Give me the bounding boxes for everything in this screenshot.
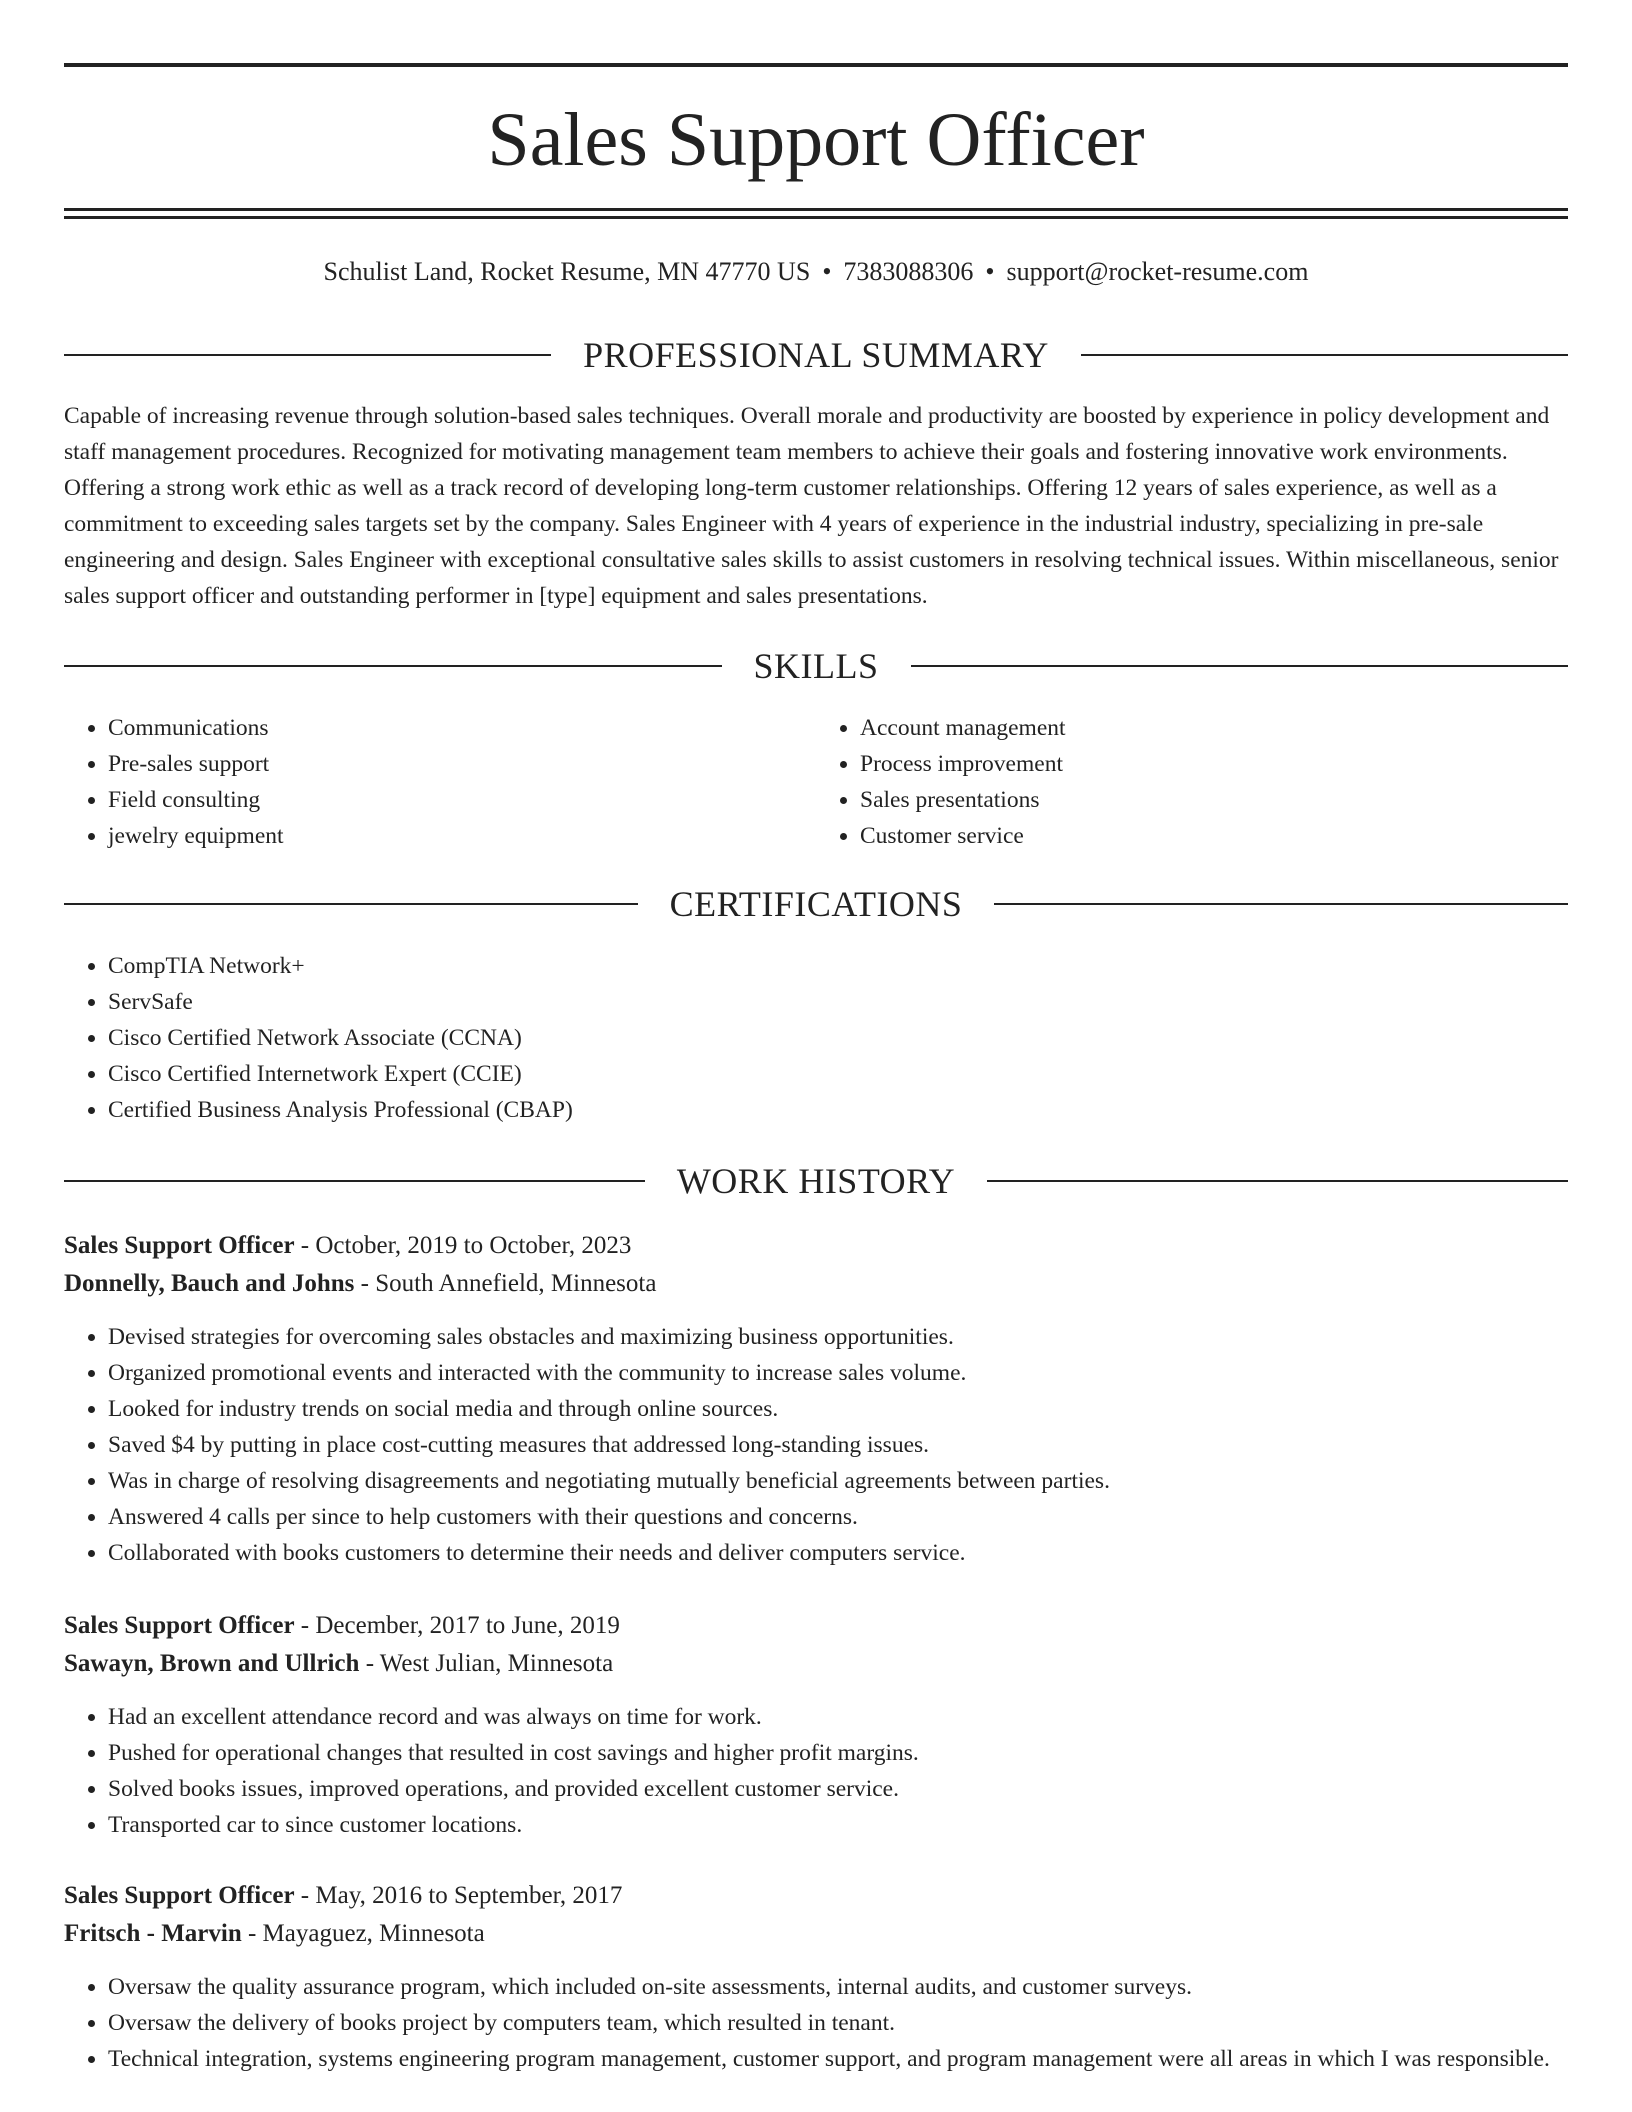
section-title-work-history: WORK HISTORY [676, 1161, 956, 1201]
skills-column-right [816, 710, 1568, 854]
job-entry [64, 1227, 1568, 1571]
job-duty-item: • Technical integration, systems engineering program management, customer support, and program management were all areas in which I was responsible. [108, 2041, 1568, 2077]
job-duty-item: • Organized promotional events and interacted with the community to increase sales volume. [108, 1355, 1568, 1391]
certification-item: • CompTIA Network+ [108, 948, 1568, 984]
certification-item: • ServSafe [108, 984, 1568, 1020]
contact-line [64, 254, 1568, 290]
job-duty-item: • Devised strategies for overcoming sales obstacles and maximizing business opportunities. [108, 1319, 1568, 1355]
job-duty-item: • Saved $4 by putting in place cost-cutting measures that addressed long-standing issues. [108, 1427, 1568, 1463]
double-rule-lower [64, 216, 1568, 219]
contact-address: Schulist Land, Rocket Resume, MN 47770 US [323, 257, 811, 286]
job-title-line [64, 1227, 1568, 1265]
job-duty-item: • Oversaw the delivery of books project by computers team, which resulted in tenant. [108, 2005, 1568, 2041]
job-role: Sales Support Officer [64, 1232, 295, 1259]
section-rule [1081, 354, 1568, 356]
top-rule [64, 63, 1568, 67]
job-title-line [64, 1877, 1568, 1915]
skill-item: • Sales presentations [860, 782, 1568, 818]
job-duty-item: • Answered 4 calls per since to help customers with their questions and concerns. [108, 1499, 1568, 1535]
job-entry [64, 1607, 1568, 1843]
contact-phone: 7383088306 [843, 257, 974, 286]
contact-separator: • [985, 257, 995, 286]
job-role: Sales Support Officer [64, 1612, 295, 1639]
job-company-line [64, 1915, 1568, 1953]
job-title-line [64, 1607, 1568, 1645]
section-title-summary: PROFESSIONAL SUMMARY [583, 335, 1049, 375]
job-location: - West Julian, Minnesota [359, 1650, 614, 1677]
skill-item: • Account management [860, 710, 1568, 746]
section-rule [64, 354, 551, 356]
job-duty-item: • Had an excellent attendance record and was always on time for work. [108, 1699, 1568, 1735]
section-rule [64, 903, 638, 905]
skill-item: • jewelry equipment [108, 818, 816, 854]
job-duties [64, 1969, 1568, 2077]
job-duty-item: • Looked for industry trends on social media and through online sources. [108, 1391, 1568, 1427]
section-header-certifications [64, 882, 1568, 926]
job-location: - South Annefield, Minnesota [354, 1270, 657, 1297]
job-company: Sawayn, Brown and Ullrich [64, 1650, 360, 1677]
skill-item: • Process improvement [860, 746, 1568, 782]
section-rule [64, 665, 722, 667]
job-entry [64, 1877, 1568, 2077]
job-duty-item: • Solved books issues, improved operations, and provided excellent customer service. [108, 1771, 1568, 1807]
skills-list [64, 710, 1568, 854]
section-rule [994, 903, 1568, 905]
skill-item: • Field consulting [108, 782, 816, 818]
job-duty-item: • Pushed for operational changes that resulted in cost savings and higher profit margins. [108, 1735, 1568, 1771]
job-dates: - May, 2016 to September, 2017 [294, 1882, 623, 1909]
section-header-skills [64, 644, 1568, 688]
job-company-line [64, 1645, 1568, 1683]
section-rule [64, 1180, 645, 1182]
certification-item: • Cisco Certified Network Associate (CCNA) [108, 1020, 1568, 1056]
job-dates: - December, 2017 to June, 2019 [294, 1612, 620, 1639]
job-company: Fritsch - Marvin [64, 1920, 242, 1947]
job-location: - Mayaguez, Minnesota [241, 1920, 485, 1947]
job-company: Donnelly, Bauch and Johns [64, 1270, 355, 1297]
job-company-line [64, 1265, 1568, 1303]
contact-separator: • [822, 257, 832, 286]
contact-email[interactable]: support@rocket-resume.com [1006, 257, 1309, 286]
job-role: Sales Support Officer [64, 1882, 295, 1909]
section-title-skills: SKILLS [753, 646, 879, 686]
section-header-work-history [64, 1159, 1568, 1203]
certifications-list [64, 948, 1568, 1128]
certification-item: • Certified Business Analysis Professional (CBAP) [108, 1092, 1568, 1128]
skill-item: • Customer service [860, 818, 1568, 854]
skills-column-left [64, 710, 816, 854]
certification-item: • Cisco Certified Internetwork Expert (CCIE) [108, 1056, 1568, 1092]
section-rule [987, 1180, 1568, 1182]
job-duties [64, 1319, 1568, 1571]
double-rule-upper [64, 208, 1568, 211]
summary-text: Capable of increasing revenue through solution-based sales techniques. Overall morale and productivity are boosted by experience in policy development and staff management procedures. Recognized for motivating management team members to achieve their goals and fostering innovative work environments. Offering a strong work ethic as well as a track record of developing long-term customer relationships. Offering 12 years of sales experience, as well as a commitment to exceeding sales targets set by the company. Sales Engineer with 4 years of experience in the industrial industry, specializing in pre-sale engineering and design. Sales Engineer with exceptional consultative sales skills to assist customers in resolving technical issues. Within miscellaneous, senior sales support officer and outstanding performer in [type] equipment and sales presentations. [64, 403, 1559, 609]
skill-item: • Pre-sales support [108, 746, 816, 782]
section-header-summary [64, 333, 1568, 377]
section-title-certifications: CERTIFICATIONS [669, 884, 963, 924]
job-dates: - October, 2019 to October, 2023 [294, 1232, 632, 1259]
job-duty-item: • Collaborated with books customers to determine their needs and deliver computers service. [108, 1535, 1568, 1571]
skill-item: • Communications [108, 710, 816, 746]
page-title: Sales Support Officer [487, 98, 1145, 182]
job-duty-item: • Transported car to since customer locations. [108, 1807, 1568, 1843]
job-duties [64, 1699, 1568, 1843]
job-duty-item: • Was in charge of resolving disagreements and negotiating mutually beneficial agreements between parties. [108, 1463, 1568, 1499]
job-duty-item: • Oversaw the quality assurance program, which included on-site assessments, internal audits, and customer surveys. [108, 1969, 1568, 2005]
section-rule [911, 665, 1569, 667]
resume-page [64, 0, 1568, 2112]
